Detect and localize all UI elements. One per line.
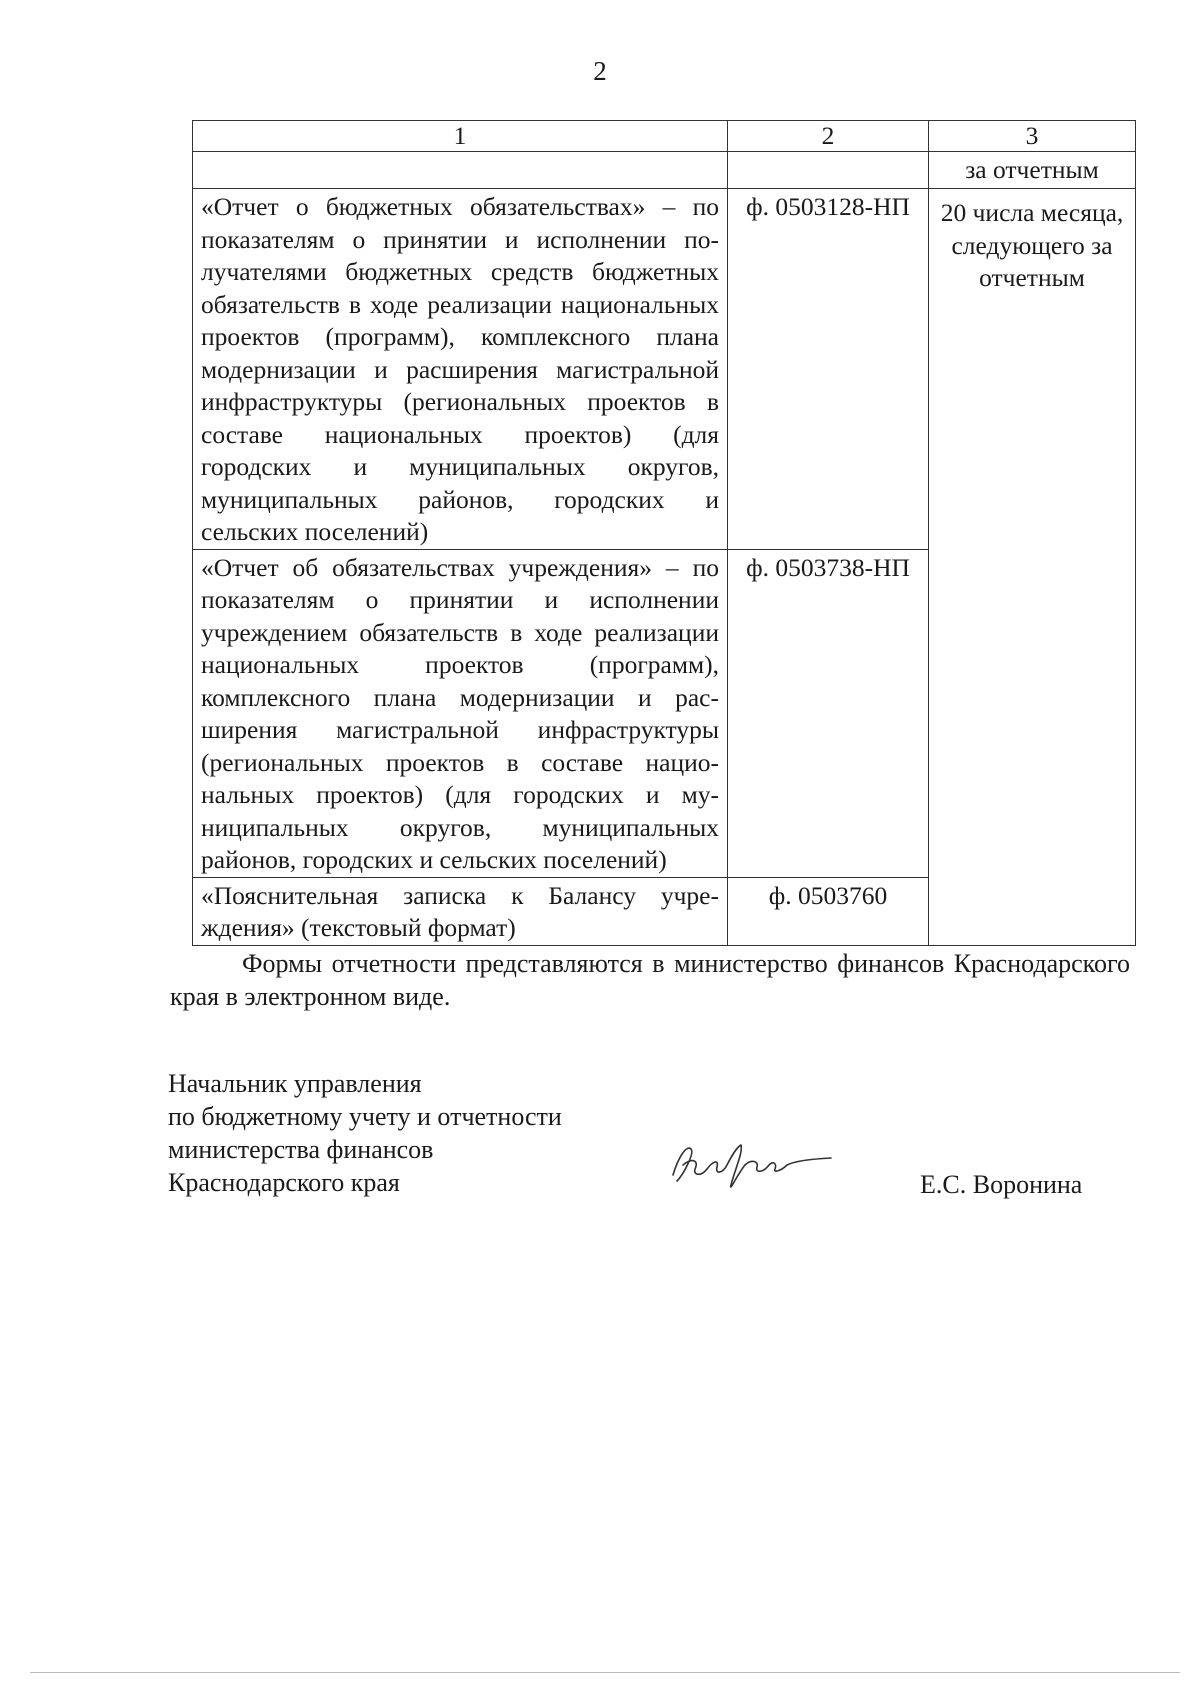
continuation-cell-2 (728, 152, 929, 189)
form-code: ф. 0503128-НП (728, 189, 929, 550)
position-line: Начальник управления (168, 1069, 422, 1098)
position-line: министерства финансов (168, 1135, 434, 1164)
submission-note: Формы отчетности представляются в министерство финансов Краснодарского края в электронном виде. (170, 949, 1130, 1011)
form-description: «Пояснительная записка к Балансу учреждения» (текстовый формат) (193, 877, 728, 945)
continuation-deadline: за отчетным (929, 152, 1136, 189)
submission-deadline: 20 числа месяца, следующего за отчетным (929, 189, 1136, 946)
scan-edge-line (30, 1672, 1180, 1673)
position-line: по бюджетному учету и отчетности (168, 1102, 562, 1131)
table-row-continuation (193, 152, 1136, 189)
handwritten-signature (665, 1135, 835, 1195)
page-number: 2 (593, 56, 607, 86)
form-description: «Отчет о бюджетных обязательствах» – по показателям о принятии и исполнении получателями бюджетных средств бюджетных обязательств в ходе реализации национальных проектов (программ), комплексного плана модернизации и расширения магистральной инфраструктуры (региональных проектов в составе национальных проектов) (для городских и муниципальных округов, муниципальных районов, городских и сельских поселений) (193, 189, 728, 550)
form-code: ф. 0503738-НП (728, 549, 929, 877)
table-header-row (193, 121, 1136, 152)
column-header-3: 3 (929, 121, 1136, 152)
continuation-cell-1 (193, 152, 728, 189)
signer-name: Е.С. Воронина (920, 1170, 1083, 1199)
column-header-1: 1 (193, 121, 728, 152)
table-row (193, 189, 1136, 550)
report-forms-table (192, 120, 1136, 946)
signatory-position (168, 1067, 562, 1199)
position-line: Краснодарского края (168, 1168, 400, 1197)
form-description: «Отчет об обязательствах учреждения» – по показателям о принятии и исполнении учреждением обязательств в ходе реализации национальных проектов (программ), комплексного плана модернизации и расширения магистральной инфраструктуры (региональных проектов в составе национальных проектов) (для городских и муниципальных округов, муниципальных районов, городских и сельских поселений) (193, 549, 728, 877)
form-code: ф. 0503760 (728, 877, 929, 945)
column-header-2: 2 (728, 121, 929, 152)
